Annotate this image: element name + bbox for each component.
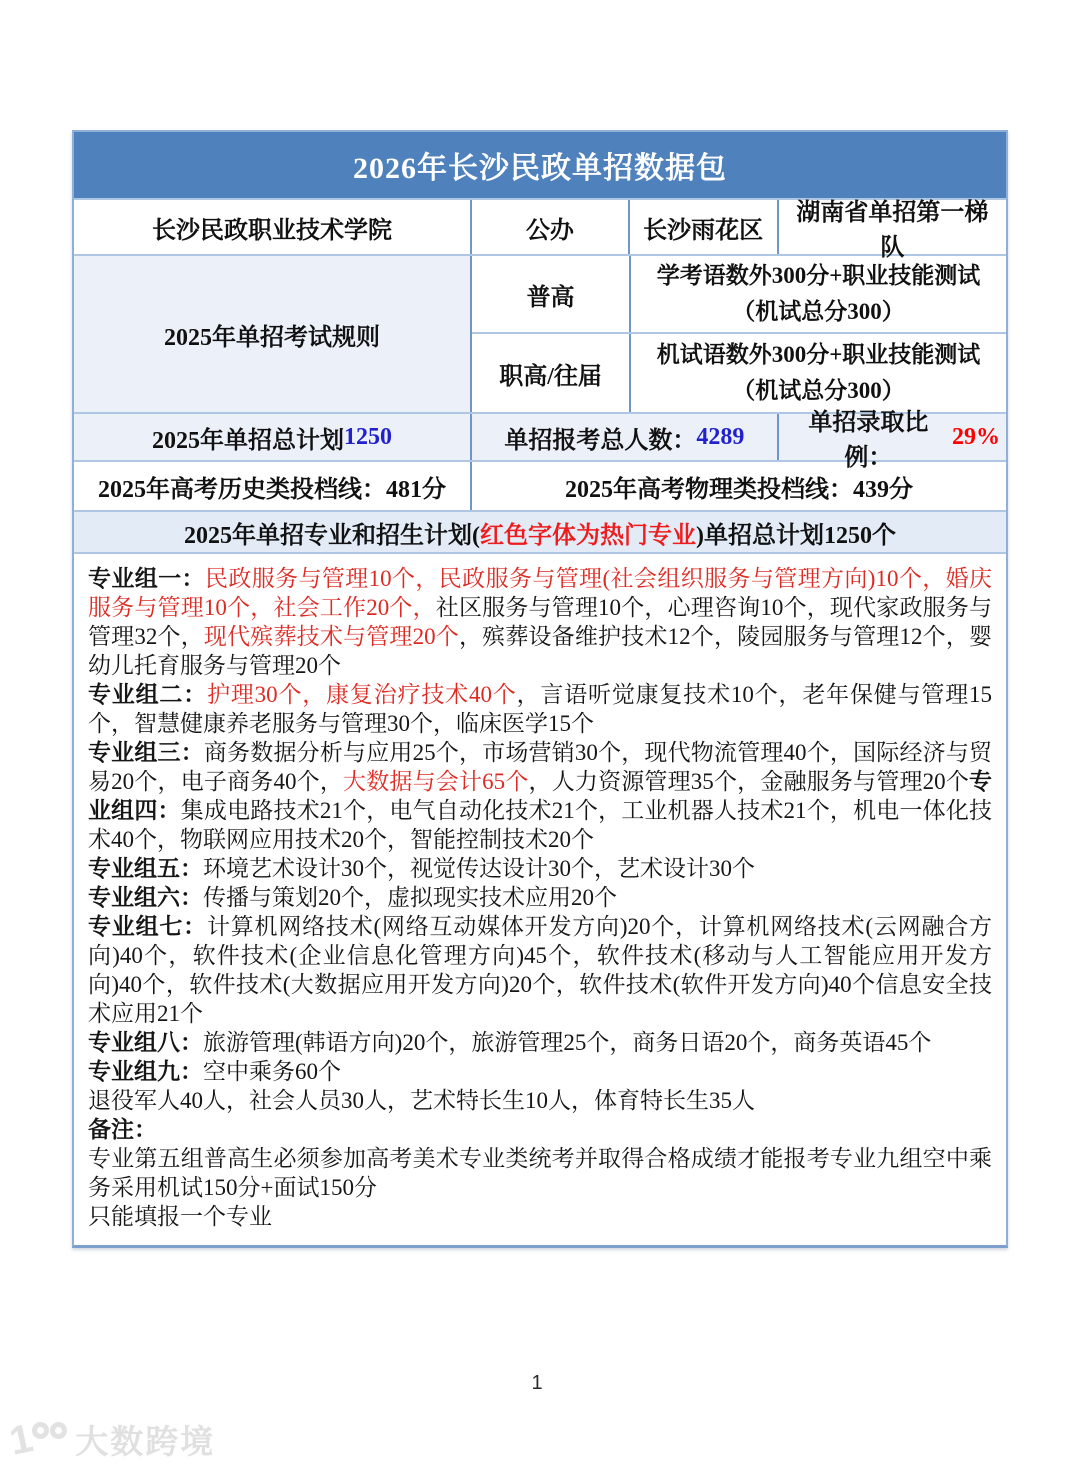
watermark-logo-one: 1 — [5, 1415, 37, 1464]
cutline-row — [74, 460, 1006, 510]
watermark — [5, 1415, 216, 1464]
section-header-highlight: 红色字体为热门专业 — [480, 522, 696, 549]
school-tier: 湖南省单招第一梯队 — [777, 200, 1006, 254]
text-segment: 现代殡葬技术与管理20个 — [203, 624, 459, 649]
plan-total — [74, 414, 470, 460]
data-table — [72, 130, 1008, 1248]
plan-total-value: 1250 — [344, 423, 393, 450]
text-segment: 备注： — [88, 1116, 157, 1142]
school-district: 长沙雨花区 — [628, 200, 777, 254]
text-segment: 环境艺术设计30个，视觉传达设计30个，艺术设计30个 — [203, 856, 755, 881]
major-group-8 — [88, 1028, 992, 1057]
special-quota — [88, 1086, 992, 1115]
major-group-1 — [88, 564, 992, 680]
text-segment: 社区服务与管理10个，心理咨询10个，现代家政服务与管理32个， — [88, 595, 993, 649]
text-segment: 专业组四： — [88, 768, 993, 823]
track-putong: 普高 — [526, 284, 575, 311]
text-segment: 传播与策划20个，虚拟现实技术应用20个 — [203, 885, 617, 910]
section-header-post: )单招总计划1250个 — [696, 522, 896, 549]
admission-ratio — [777, 410, 1006, 471]
text-segment: ，言语听觉康复技术10个，老年保健与管理15个，智慧健康养老服务与管理30个，临床医学15个 — [88, 682, 993, 736]
note-2 — [88, 1202, 992, 1231]
text-segment: 专业组三： — [88, 739, 204, 765]
exam-rule-zhigao — [472, 332, 1006, 412]
rule-zhigao — [629, 334, 1006, 412]
watermark-logo-circles — [32, 1422, 67, 1439]
text-segment: 专业组八： — [88, 1029, 203, 1055]
text-segment: 民政服务与管理10个，民政服务与管理(社会组织服务与管理方向)10个，婚庆服务与管理10个，社会工作20个， — [88, 566, 992, 620]
applicants-total — [470, 414, 777, 460]
text-segment: 计算机网络技术(网络互动媒体开发方向)20个，计算机网络技术(云网融合方向)40个，软件技术(企业信息化管理方向)45个，软件技术(移动与人工智能应用开发方向)40个，软件技术(大数据应用开发方向)20个，软件技术(软件开发方向)40个信息安全技术应用21个 — [88, 914, 992, 1026]
notes-label — [88, 1115, 992, 1144]
exam-rules-label: 2025年单招考试规则 — [74, 256, 470, 412]
major-group-9 — [88, 1057, 992, 1086]
majors-section-header — [74, 510, 1006, 552]
applicants-value: 4289 — [696, 423, 745, 450]
ratio-label: 单招录取比例： — [808, 410, 929, 471]
school-info-row — [74, 198, 1006, 261]
major-group-2 — [88, 680, 992, 738]
exam-rules-detail — [470, 256, 1006, 412]
watermark-logo-icon — [5, 1415, 67, 1464]
rule-zhigao-line2: （机试总分300） — [732, 378, 905, 403]
rule-putong-line2: （机试总分300） — [732, 299, 905, 324]
text-segment: 退役军人40人，社会人员30人，艺术特长生10人，体育特长生35人 — [88, 1088, 755, 1113]
track-zhigao: 职高/往届 — [499, 363, 602, 390]
text-segment: 专业组一： — [88, 565, 205, 591]
school-name: 长沙民政职业技术学院 — [152, 217, 393, 244]
rule-putong — [629, 256, 1006, 332]
section-header-pre: 2025年单招专业和招生计划( — [184, 522, 480, 549]
stats-row — [74, 410, 1006, 471]
text-segment: 专业组六： — [88, 884, 203, 910]
text-segment: 专业组九： — [88, 1058, 203, 1084]
majors-body — [74, 552, 1006, 1245]
text-segment: 专业组五： — [88, 855, 203, 881]
text-segment: 只能填报一个专业 — [88, 1204, 272, 1229]
school-ownership: 公办 — [470, 200, 628, 254]
applicants-label: 单招报考总人数： — [504, 427, 697, 454]
watermark-brand-text: 大数跨境 — [75, 1423, 216, 1460]
page-number: 1 — [531, 1372, 543, 1394]
plan-total-label: 2025年单招总计划 — [152, 427, 345, 454]
rule-putong-line1: 学考语数外300分+职业技能测试 — [656, 263, 981, 288]
ratio-value: 29% — [951, 423, 1000, 450]
text-segment: 护理30个，康复治疗技术40个 — [207, 682, 517, 707]
text-segment: 集成电路技术21个，电气自动化技术21个，工业机器人技术21个，机电一体化技术40个，物联网应用技术20个，智能控制技术20个 — [88, 798, 993, 852]
history-cutline: 2025年高考历史类投档线：481分 — [98, 476, 447, 503]
text-segment: ，殡葬设备维护技术12个，陵园服务与管理12个，婴幼儿托育服务与管理20个 — [88, 624, 993, 678]
text-segment: 空中乘务60个 — [203, 1059, 341, 1084]
text-segment: 大数据与会计65个 — [343, 769, 529, 794]
major-group-7 — [88, 912, 992, 1028]
major-group-6 — [88, 883, 992, 912]
rule-zhigao-line1: 机试语数外300分+职业技能测试 — [656, 342, 981, 367]
text-segment: 专业组七： — [88, 913, 207, 939]
table-title: 2026年长沙民政单招数据包 — [74, 132, 1006, 198]
major-group-5 — [88, 854, 992, 883]
exam-rules-row — [74, 254, 1006, 412]
text-segment: 旅游管理(韩语方向)20个，旅游管理25个，商务日语20个，商务英语45个 — [203, 1030, 932, 1055]
text-segment: 专业组二： — [88, 681, 208, 707]
physics-cutline: 2025年高考物理类投档线：439分 — [470, 462, 1006, 510]
text-segment: 商务数据分析与应用25个，市场营销30个，现代物流管理40个，国际经济与贸易20个，电子商务40个， — [88, 740, 993, 794]
note-1 — [88, 1144, 992, 1202]
text-segment: ，人力资源管理35个，金融服务与管理20个 — [528, 769, 970, 794]
major-group-3-4 — [88, 738, 992, 854]
exam-rule-putong — [472, 256, 1006, 332]
text-segment: 专业第五组普高生必须参加高考美术专业类统考并取得合格成绩才能报考专业九组空中乘务采用机试150分+面试150分 — [88, 1146, 992, 1200]
